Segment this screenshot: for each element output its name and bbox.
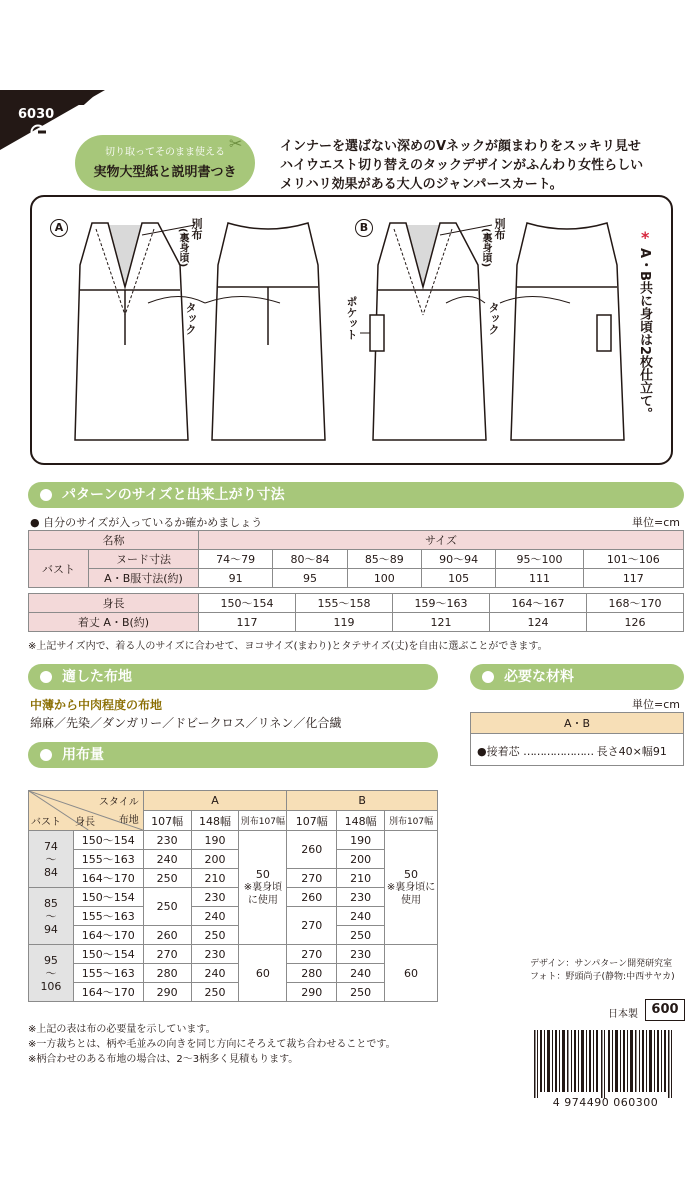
material-dots: ………………… (523, 745, 594, 758)
yardage-note: ※一方裁ちとは、柄や毛並みの向きを同じ方向にそろえて裁ち合わせることです。 (28, 1039, 396, 1050)
b148-cell: 190 (337, 831, 385, 850)
size-unit: 単位=cm (632, 516, 680, 529)
height-cell: 164〜170 (73, 926, 143, 945)
yardage-note: ※柄合わせのある布地の場合は、2〜3柄多く見積もります。 (28, 1054, 299, 1065)
a148-cell: 200 (191, 850, 239, 869)
size-section-title: パターンのサイズと出来上がり寸法 (62, 487, 285, 503)
width-148-b: 148幅 (337, 811, 385, 831)
bust-group-line: 84 (43, 865, 58, 879)
bust-group-3 (29, 945, 74, 1002)
size-cell: 117 (583, 569, 683, 588)
style-b-header: B (287, 791, 438, 811)
bullet-icon (40, 749, 52, 761)
style-a-header: A (143, 791, 287, 811)
a107-cell: 240 (143, 850, 191, 869)
yardage-notes (28, 1022, 396, 1067)
size-cell: 100 (347, 569, 421, 588)
height-cell: 150〜154 (73, 945, 143, 964)
fabric-section-title: 適した布地 (62, 669, 132, 685)
materials-unit: 単位=cm (632, 698, 680, 711)
b107-cell: 290 (287, 983, 337, 1002)
width-sep-a: 別布107幅 (239, 811, 287, 831)
length-label: 着丈 A・B(約) (29, 613, 199, 632)
a148-cell: 230 (191, 945, 239, 964)
b107-cell: 260 (287, 888, 337, 907)
label-urami-a: (裏身頃) (177, 228, 188, 268)
height-table (28, 593, 684, 632)
a107-cell: 260 (143, 926, 191, 945)
bust-group-line: 106 (40, 979, 62, 993)
height-cell: 155〜163 (73, 850, 143, 869)
size-cell: 91 (199, 569, 273, 588)
b107-cell: 270 (287, 907, 337, 945)
bullet-icon (482, 671, 494, 683)
height-cell: 164〜170 (73, 869, 143, 888)
sep-top-note: ※裏身頃に使用 (243, 882, 283, 906)
intro-text (280, 137, 690, 194)
a107-cell: 250 (143, 888, 191, 926)
b148-cell: 230 (337, 945, 385, 964)
material-size: 長さ40×幅91 (596, 745, 667, 758)
b107-cell: 260 (287, 831, 337, 869)
credits (530, 958, 675, 984)
intro-line: ハイウエスト切り替えのタックデザインがふんわり女性らしい (280, 158, 644, 173)
width-107-a: 107幅 (143, 811, 191, 831)
height-cell: 155〜163 (73, 964, 143, 983)
finished-label: A・B服寸法(約) (89, 569, 199, 588)
bust-group-line: 85 (43, 896, 58, 910)
size-cell: 74〜79 (199, 550, 273, 569)
size-section-header (28, 482, 684, 508)
size-cell: 105 (421, 569, 495, 588)
style-a-marker: A (50, 219, 68, 237)
barcode-number: 4 974490 060300 (552, 1096, 659, 1109)
materials-header: A・B (470, 712, 684, 734)
size-cell: 90〜94 (421, 550, 495, 569)
b107-cell: 270 (287, 945, 337, 964)
b107-cell: 270 (287, 869, 337, 888)
yardage-corner-header (29, 791, 144, 831)
a107-cell: 280 (143, 964, 191, 983)
size-footnote: ※上記サイズ内で、着る人のサイズに合わせて、ヨコサイズ(まわり)とタテサイズ(丈)を自由に選ぶことができます。 (28, 641, 548, 652)
intro-line: メリハリ効果がある大人のジャンパースカート。 (280, 177, 563, 192)
sep-a-bottom: 60 (239, 945, 287, 1002)
photo-credit: フォト：野頭尚子(静物:中西サヤカ) (530, 972, 675, 982)
label-tack-b: タック (487, 302, 500, 335)
a148-cell: 190 (191, 831, 239, 850)
sep-a-top (239, 831, 287, 945)
design-credit: デザイン：サンパターン開発研究室 (530, 959, 673, 969)
b148-cell: 210 (337, 869, 385, 888)
sep-top-note: ※裏身頃に使用 (386, 882, 436, 906)
size-cell: 168〜170 (587, 594, 684, 613)
b107-cell: 280 (287, 964, 337, 983)
price-box: 600 (645, 999, 685, 1021)
bullet-icon (40, 489, 52, 501)
sep-b-top (385, 831, 438, 945)
bust-group-line: 95 (43, 953, 58, 967)
a148-cell: 210 (191, 869, 239, 888)
note-star: * (641, 228, 650, 247)
bust-group-line: 〜 (45, 852, 57, 866)
size-cell: 121 (393, 613, 490, 632)
size-cell: 126 (587, 613, 684, 632)
a148-cell: 250 (191, 983, 239, 1002)
bust-group-2 (29, 888, 74, 945)
b148-cell: 240 (337, 964, 385, 983)
fabric-weight: 中薄から中肉程度の布地 (30, 698, 163, 712)
size-table (28, 530, 684, 588)
fabric-types: 綿麻／先染／ダンガリー／ドビークロス／リネン／化合繊 (30, 716, 342, 730)
a148-cell: 250 (191, 926, 239, 945)
size-cell: 155〜158 (296, 594, 393, 613)
bullet-icon (40, 671, 52, 683)
style-label: スタイル (98, 797, 139, 808)
bust-group-1 (29, 831, 74, 888)
a148-cell: 240 (191, 907, 239, 926)
scissors-icon: ✂ (229, 134, 243, 153)
product-code: 6030 (18, 107, 55, 122)
label-urami-b: (裏身頃) (480, 228, 491, 268)
size-cell: 159〜163 (393, 594, 490, 613)
yardage-section-header (28, 742, 438, 768)
size-check-note: ● 自分のサイズが入っているか確かめましょう (30, 516, 263, 529)
b148-cell: 250 (337, 926, 385, 945)
size-cell: 80〜84 (273, 550, 347, 569)
size-cell: 164〜167 (490, 594, 587, 613)
size-cell: 85〜89 (347, 550, 421, 569)
size-cell: 101〜106 (583, 550, 683, 569)
label-betsununo-a: 別布 (190, 218, 203, 240)
sep-top-num: 50 (255, 868, 270, 881)
width-sep-b: 別布107幅 (385, 811, 438, 831)
size-cell: 95〜100 (496, 550, 583, 569)
fabric-label: 布地 (118, 815, 139, 826)
size-cell: 117 (199, 613, 296, 632)
label-betsununo-b: 別布 (493, 218, 506, 240)
width-148-a: 148幅 (191, 811, 239, 831)
label-tack-a: タック (184, 302, 197, 335)
a107-cell: 290 (143, 983, 191, 1002)
bust-group-line: 74 (43, 839, 58, 853)
yardage-section-title: 用布量 (62, 747, 104, 763)
a107-cell: 270 (143, 945, 191, 964)
intro-line: インナーを選ばない深めのVネックが顔まわりをスッキリ見せ (280, 139, 641, 154)
a148-cell: 240 (191, 964, 239, 983)
nude-label: ヌード寸法 (89, 550, 199, 569)
style-b-marker: B (355, 219, 373, 237)
materials-row (470, 734, 684, 766)
height-header: 身長 (75, 817, 95, 828)
fabric-section-header (28, 664, 438, 690)
height-cell: 150〜154 (73, 831, 143, 850)
sep-b-bottom: 60 (385, 945, 438, 1002)
construction-note: A・B共に身頃は2枚仕立て。 (637, 248, 652, 421)
size-header-name: 名称 (29, 531, 199, 550)
a107-cell: 230 (143, 831, 191, 850)
materials-section-title: 必要な材料 (504, 669, 574, 685)
pill-line1: 切り取ってそのまま使える (105, 147, 225, 158)
size-cell: 150〜154 (199, 594, 296, 613)
width-107-b: 107幅 (287, 811, 337, 831)
a107-cell: 250 (143, 869, 191, 888)
material-item: ●接着芯 (477, 745, 520, 758)
b148-cell: 250 (337, 983, 385, 1002)
a148-cell: 230 (191, 888, 239, 907)
bust-header: バスト (31, 817, 61, 828)
height-cell: 155〜163 (73, 907, 143, 926)
size-header-size: サイズ (199, 531, 684, 550)
b148-cell: 240 (337, 907, 385, 926)
bust-group-line: 〜 (45, 909, 57, 923)
pattern-badge (75, 135, 255, 191)
height-cell: 150〜154 (73, 888, 143, 907)
size-cell: 111 (496, 569, 583, 588)
materials-section-header (470, 664, 684, 690)
bust-group-line: 94 (43, 922, 58, 936)
height-label: 身長 (29, 594, 199, 613)
yardage-table (28, 790, 438, 1002)
size-cell: 119 (296, 613, 393, 632)
height-cell: 164〜170 (73, 983, 143, 1002)
difficulty-icon (30, 124, 46, 140)
bust-group-line: 〜 (45, 966, 57, 980)
made-in: 日本製 (608, 1009, 638, 1020)
label-pocket: ポケット (345, 296, 358, 340)
b148-cell: 200 (337, 850, 385, 869)
size-cell: 95 (273, 569, 347, 588)
b148-cell: 230 (337, 888, 385, 907)
size-cell: 124 (490, 613, 587, 632)
yardage-note: ※上記の表は布の必要量を示しています。 (28, 1024, 216, 1035)
sep-top-num: 50 (404, 868, 419, 881)
bust-label: バスト (29, 550, 89, 588)
pill-line2: 実物大型紙と説明書つき (93, 165, 237, 180)
